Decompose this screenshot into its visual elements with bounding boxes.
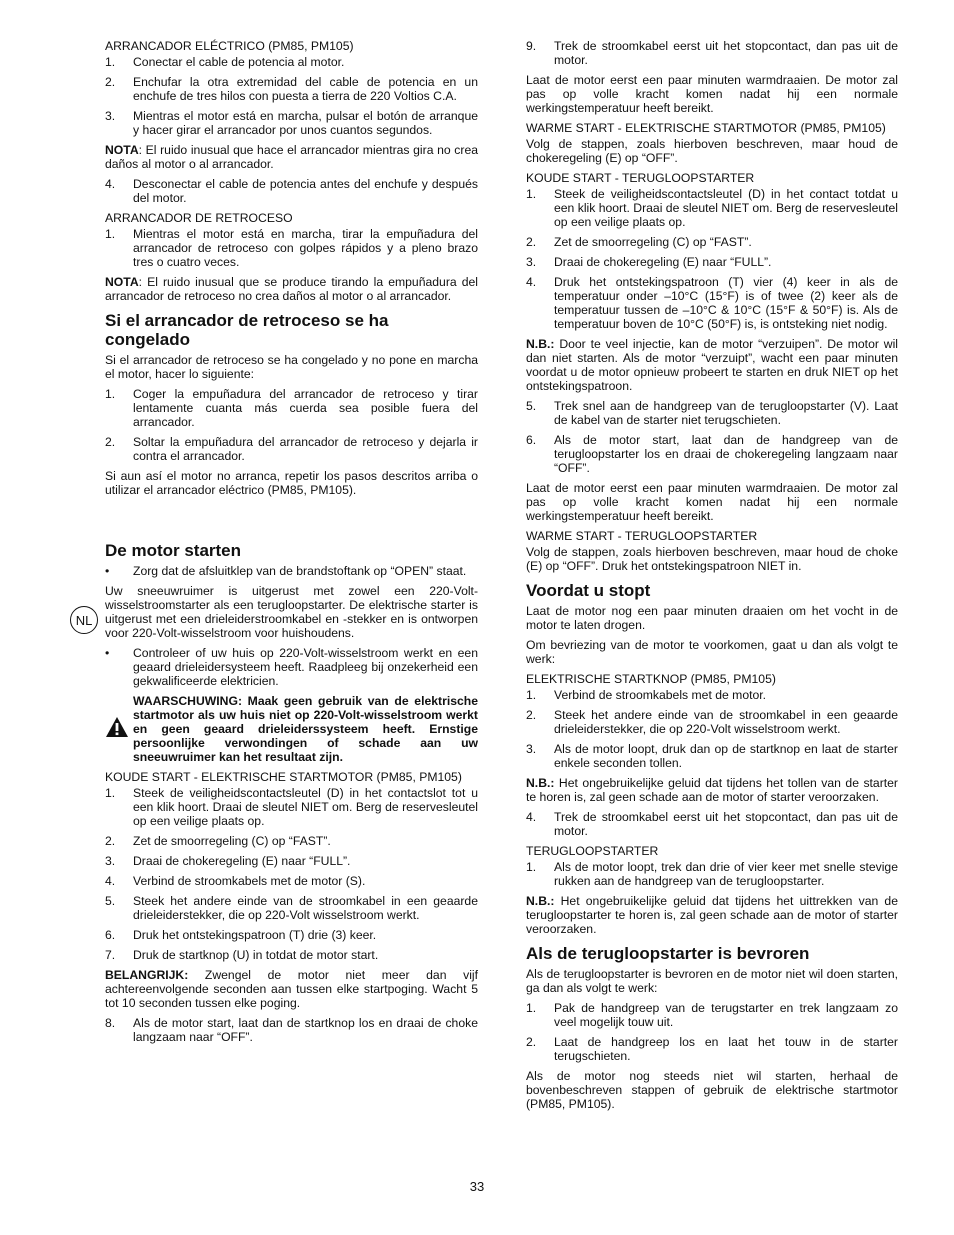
es-frozen-heading: Si el arrancador de retroceso se ha congelado (105, 311, 389, 349)
stop-p2: Om bevriezing van de motor te voorkomen, gaat u dan als volgt te werk: (526, 638, 898, 666)
frozen-heading: Als de terugloopstarter is bevroren (526, 944, 810, 963)
es-electric-steps (105, 55, 478, 137)
nb-2: N.B.: Het ongebruikelijke geluid dat tijdens het tollen van de starter te horen is, zal geen schade aan de motor of starter veroorzaken. (526, 776, 898, 804)
stop-electric-title: ELEKTRISCHE STARTKNOP (PM85, PM105) (526, 672, 776, 686)
list-item: 2. Steek het andere einde van de stroomkabel in een geaarde drieleiderstekker, die op 220-Volt wisselstroom werkt. (526, 708, 898, 736)
list-item: 1. Conectar el cable de potencia al motor. (105, 55, 345, 69)
es-recoil-title: ARRANCADOR DE RETROCESO (105, 211, 293, 225)
list-item: 3. Draai de chokeregeling (E) naar “FULL”. (105, 854, 351, 868)
list-item: 3. Draai de chokeregeling (E) naar “FULL”. (526, 255, 772, 269)
nl-intro: Uw sneeuwruimer is uitgerust met zowel een 220-Volt-wisselstroomstarter als een terugloopstarter. De elektrische starter is uitgerust met een drieleiderstroomkabel en -stekker en is ontworpen voor 220-Volt-wisselstroom voor huishoudens. (105, 584, 478, 640)
stop-heading: Voordat u stopt (526, 581, 651, 600)
nl-cold-electric-step-8 (105, 1016, 478, 1044)
list-item: 1. Steek de veiligheidscontactsleutel (D) in het contactslot tot u een klik hoort. Draai de sleutel NIET om. Berg de reservesleutel op een veilige plaats op. (105, 786, 478, 828)
list-item: 3. Mientras el motor está en marcha, pulsar el botón de arranque y hacer girar el arrancador por unos cuantos segundos. (105, 109, 478, 137)
list-item: 4. Trek de stroomkabel eerst uit het stopcontact, dan pas uit de motor. (526, 810, 898, 838)
nl-belangrijk: BELANGRIJK: Zwengel de motor niet meer dan vijf achtereenvolgende seconden aan tussen elke startpoging. Wacht 5 tot 10 seconden tussen elke poging. (105, 968, 478, 1010)
cold-recoil-steps-2 (526, 399, 898, 475)
list-item: 1. Coger la empuñadura del arrancador de retroceso y tirar lentamente cuanta más cuerda sea posible fuera del arrancador. (105, 387, 478, 429)
list-item: 9. Trek de stroomkabel eerst uit het stopcontact, dan pas uit de motor. (526, 39, 898, 67)
warmup-2: Laat de motor eerst een paar minuten warmdraaien. De motor zal pas op volle kracht komen nadat hij een normale werkingstemperatuur heeft bereikt. (526, 481, 898, 523)
list-item: 2. Zet de smoorregeling (C) op “FAST”. (526, 235, 752, 249)
stop-p1: Laat de motor nog een paar minuten draaien om het vocht in de motor te laten drogen. (526, 604, 898, 632)
list-item: 1. Als de motor loopt, trek dan drie of vier keer met snelle stevige rukken aan de handgreep van de terugloopstarter. (526, 860, 898, 888)
list-item: 5. Trek snel aan de handgreep van de terugloopstarter (V). Laat de kabel van de starter niet terugschieten. (526, 399, 898, 427)
step-9 (526, 39, 898, 67)
warm-recoil-text: Volg de stappen, zoals hierboven beschreven, maar houd de choke (E) op “OFF”. Druk het ontstekingspatroon NIET in. (526, 545, 898, 573)
frozen-outro: Als de motor nog steeds niet wil starten, herhaal de bovenbeschreven stappen of gebruik de elektrische startmotor (PM85, PM105). (526, 1069, 898, 1111)
frozen-steps (526, 1001, 898, 1063)
warmup-1: Laat de motor eerst een paar minuten warmdraaien. De motor zal pas op volle kracht komen nadat hij een normale werkingstemperatuur heeft bereikt. (526, 73, 898, 115)
left-column (105, 39, 478, 1050)
list-item: 4. Druk het ontstekingspatroon (T) vier (4) keer in als de temperatuur onder –10°C (15°F) is of twee (2) keer als de temperatuur tussen de –10°C & 10°C (15°F & 50°F) is. Als de temperatuur boven de 10°C (50°F) is, is ontsteking niet nodig. (526, 275, 898, 331)
es-frozen-outro: Si aun así el motor no arranca, repetir los pasos descritos arriba o utilizar el arrancador eléctrico (PM85, PM105). (105, 469, 478, 497)
list-item: 1. Verbind de stroomkabels met de motor. (526, 688, 767, 702)
list-item: • Zorg dat de afsluitklep van de brandstoftank op “OPEN” staat. (105, 564, 467, 578)
list-item: 1. Mientras el motor está en marcha, tirar la empuñadura del arrancador de retroceso con golpes rápidos y a pleno brazo tres o cuatro veces. (105, 227, 478, 269)
language-badge-nl: NL (70, 606, 98, 634)
list-item: 6. Als de motor start, laat dan de handgreep van de terugloopstarter los en draai de chokeregeling langzaam naar “OFF”. (526, 433, 898, 475)
es-frozen-steps (105, 387, 478, 463)
stop-recoil-title: TERUGLOOPSTARTER (526, 844, 659, 858)
list-item: 8. Als de motor start, laat dan de startknop los en draai de choke langzaam naar “OFF”. (105, 1016, 478, 1044)
nl-cold-electric-title: KOUDE START - ELEKTRISCHE STARTMOTOR (PM85, PM105) (105, 770, 462, 784)
list-item: 2. Laat de handgreep los en laat het touw in de starter terugschieten. (526, 1035, 898, 1063)
warm-electric-title: WARME START - ELEKTRISCHE STARTMOTOR (PM85, PM105) (526, 121, 886, 135)
es-nota-1: NOTA: El ruido inusual que hace el arrancador mientras gira no crea daños al motor o al arrancador. (105, 143, 478, 171)
list-item: 1. Steek de veiligheidscontactsleutel (D) in het contact totdat u een klik hoort. Draai de sleutel NIET om. Berg de reservesleutel op een veilige plaats op. (526, 187, 898, 229)
list-item: 3. Als de motor loopt, druk dan op de startknop en laat de starter enkele seconden tollen. (526, 742, 898, 770)
nl-bullet-2 (105, 646, 478, 688)
list-item: 1. Pak de handgreep van de terugstarter en trek langzaam zo veel mogelijk touw uit. (526, 1001, 898, 1029)
nl-bullet-1 (105, 564, 478, 578)
warm-recoil-title: WARME START - TERUGLOOPSTARTER (526, 529, 758, 543)
cold-recoil-title: KOUDE START - TERUGLOOPSTARTER (526, 171, 755, 185)
page-number: 33 (469, 1179, 485, 1194)
warning-text: WAARSCHUWING: Maak geen gebruik van de elektrische startmotor als uw huis niet op 220-Volt-wisselstroom werkt en geen geaard drieleiderssysteem heeft. Ernstige persoonlijke verwondingen of schade aan uw sneeuwruimer kan het resultaat zijn. (133, 694, 478, 764)
es-recoil-steps (105, 227, 478, 269)
right-column (526, 39, 898, 1117)
nb-1: N.B.: Door te veel injectie, kan de motor “verzuipen”. De motor wil dan niet starten. Als de motor “verzuipt”, wacht een paar minuten voordat u de motor opnieuw probeert te starten en druk NIET op het ontstekingspatroon. (526, 337, 898, 393)
nl-cold-electric-steps (105, 786, 478, 962)
warm-electric-text: Volg de stappen, zoals hierboven beschreven, maar houd de chokeregeling (E) op “OFF”. (526, 137, 898, 165)
nl-heading: De motor starten (105, 541, 242, 560)
warning-icon (105, 716, 129, 738)
list-item: • Controleer of uw huis op 220-Volt-wisselstroom werkt en een geaard drieleidersysteem heeft. Raadpleeg bij onzekerheid een gekwalificeerde elektricien. (105, 646, 478, 688)
list-item: 7. Druk de startknop (U) in totdat de motor start. (105, 948, 379, 962)
list-item: 2. Zet de smoorregeling (C) op “FAST”. (105, 834, 331, 848)
nb-3: N.B.: Het ongebruikelijke geluid dat tijdens het uittrekken van de terugloopstarter te horen is, zal geen schade aan de motor of starter veroorzaken. (526, 894, 898, 936)
es-electric-step-4 (105, 177, 478, 205)
list-item: 4. Verbind de stroomkabels met de motor (S). (105, 874, 366, 888)
list-item: 2. Enchufar la otra extremidad del cable de potencia en un enchufe de tres hilos con puesta a tierra de 220 Voltios C.A. (105, 75, 478, 103)
es-nota-2: NOTA: El ruido inusual que se produce tirando la empuñadura del arrancador de retroceso no crea daños al motor o al arrancador. (105, 275, 478, 303)
cold-recoil-steps (526, 187, 898, 331)
list-item: 6. Druk het ontstekingspatroon (T) drie (3) keer. (105, 928, 377, 942)
list-item: 5. Steek het andere einde van de stroomkabel in een geaarde drieleiderstekker, die op 220-Volt wisselstroom werkt. (105, 894, 478, 922)
stop-recoil-steps (526, 860, 898, 888)
es-frozen-intro: Si el arrancador de retroceso se ha congelado y no pone en marcha el motor, hacer lo siguiente: (105, 353, 478, 381)
frozen-intro: Als de terugloopstarter is bevroren en de motor niet wil doen starten, ga dan als volgt te werk: (526, 967, 898, 995)
es-electric-title: ARRANCADOR ELÉCTRICO (PM85, PM105) (105, 39, 354, 53)
list-item: 2. Soltar la empuñadura del arrancador de retroceso y dejarla ir contra el arrancador. (105, 435, 478, 463)
warning-block (105, 694, 478, 764)
stop-electric-steps (526, 688, 898, 770)
list-item: 4. Desconectar el cable de potencia antes del enchufe y después del motor. (105, 177, 478, 205)
stop-electric-step-4 (526, 810, 898, 838)
